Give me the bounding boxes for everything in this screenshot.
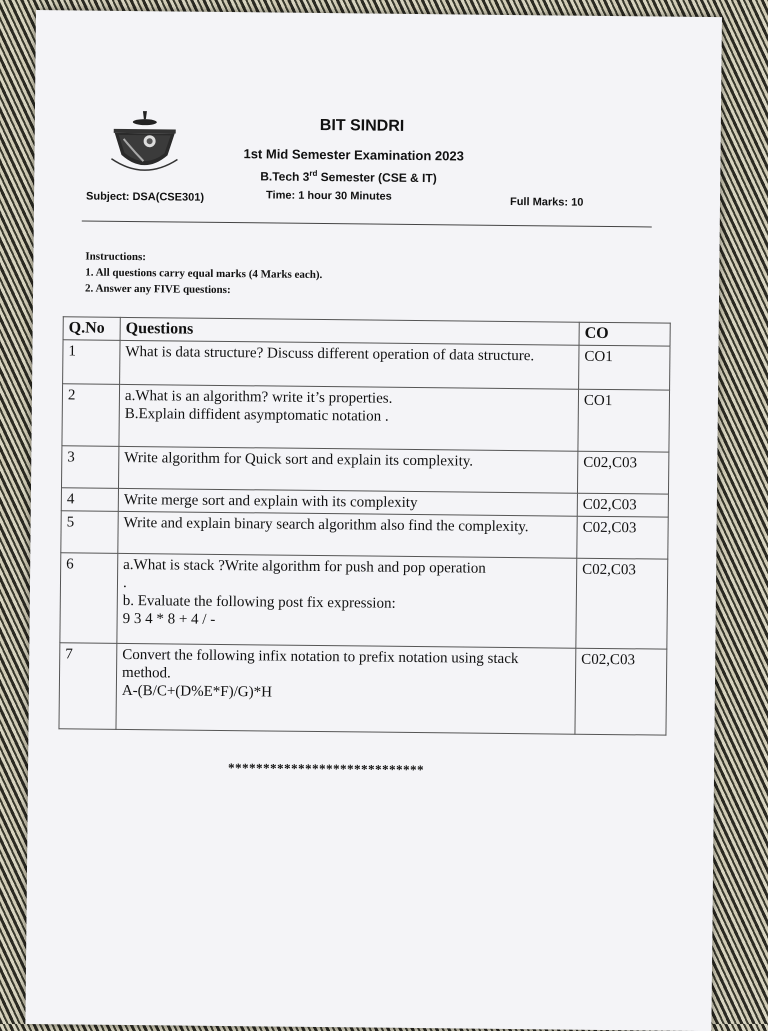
question-line: What is data structure? Discuss different operation of data structure. (125, 343, 535, 365)
full-marks: Full Marks: 10 (509, 195, 584, 209)
semester-suffix: Semester (CSE & IT) (317, 169, 437, 186)
exam-title: 1st Mid Semester Examination 2023 (243, 146, 464, 164)
instruction-item: 1. All questions carry equal marks (4 Marks each). (85, 266, 323, 282)
instructions-heading: Instructions: (85, 250, 146, 264)
questions-header: Questions (120, 317, 579, 345)
question-number: 2 (62, 384, 120, 447)
question-text (117, 553, 577, 648)
question-number: 3 (61, 446, 118, 489)
question-text (118, 446, 577, 493)
question-line: Write merge sort and explain with its complexity (123, 491, 418, 512)
question-line: . (122, 574, 127, 591)
semester-superscript: rd (309, 168, 318, 178)
end-of-paper-stars: **************************** (227, 760, 425, 778)
question-number: 4 (61, 488, 118, 512)
table-row (61, 511, 668, 559)
table-row (62, 384, 670, 452)
questions-body (59, 340, 670, 735)
question-line: b. Evaluate the following post fix expression: (122, 592, 396, 612)
course-outcome: CO1 (579, 345, 670, 390)
question-line: Write and explain binary search algorithm also find the complexity. (123, 514, 529, 536)
course-outcome: C02,C03 (575, 648, 667, 735)
question-number: 7 (59, 643, 117, 730)
question-number: 1 (63, 340, 120, 385)
question-line: B.Explain diffident asymptomatic notation . (124, 405, 389, 425)
question-line: Write algorithm for Quick sort and explain its complexity. (124, 449, 474, 470)
table-row (59, 643, 667, 735)
exam-time: Time: 1 hour 30 Minutes (266, 189, 392, 203)
question-text (118, 511, 577, 558)
college-emblem-icon (109, 109, 180, 180)
institute-name: BIT SINDRI (319, 116, 405, 135)
course-outcome: C02,C03 (576, 558, 668, 649)
question-number: 5 (61, 511, 118, 554)
qno-header: Q.No (63, 317, 120, 341)
question-text (119, 384, 579, 451)
question-text (116, 643, 576, 734)
question-line: a.What is stack ?Write algorithm for push and pop operation (123, 556, 486, 577)
table-row (61, 446, 668, 494)
question-number: 6 (60, 553, 118, 644)
instructions (85, 249, 323, 299)
question-line: A-(B/C+(D%E*F)/G)*H (121, 682, 273, 701)
question-line: a.What is an algorithm? write it’s properties. (124, 387, 393, 407)
semester-prefix: B.Tech 3 (260, 169, 310, 184)
table-row (63, 340, 670, 390)
semester-line (260, 168, 437, 185)
questions-table (58, 316, 670, 735)
question-line: Convert the following infix notation to prefix notation using stack method. (121, 646, 519, 682)
course-outcome: CO1 (578, 389, 670, 452)
course-outcome: C02,C03 (577, 493, 668, 517)
course-outcome: C02,C03 (577, 451, 668, 494)
instruction-item: 2. Answer any FIVE questions: (85, 282, 231, 297)
subject-code: Subject: DSA(CSE301) (85, 190, 205, 204)
question-line: 9 3 4 * 8 + 4 / - (122, 610, 216, 628)
question-text (120, 340, 579, 389)
course-outcome: C02,C03 (577, 516, 668, 559)
header-divider (82, 220, 652, 227)
co-header: CO (579, 322, 670, 346)
exam-paper (25, 10, 722, 1031)
table-row (60, 553, 668, 649)
